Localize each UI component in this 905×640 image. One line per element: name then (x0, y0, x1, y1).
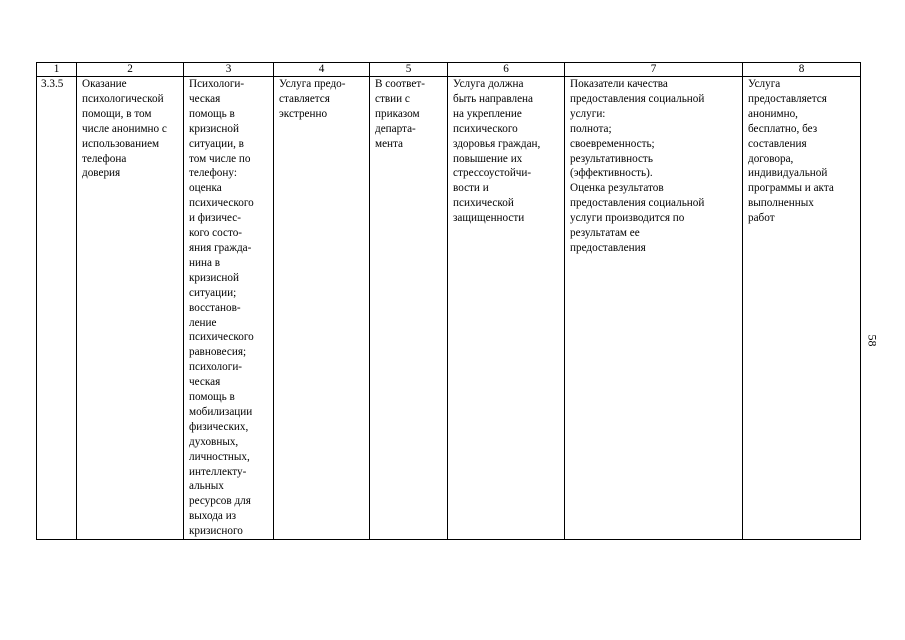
column-header-4: 4 (274, 63, 370, 77)
column-header-2: 2 (77, 63, 184, 77)
column-header-3: 3 (184, 63, 274, 77)
header-row (37, 63, 861, 77)
service-table (36, 62, 861, 540)
service-name-cell: Оказание психологической помощи, в том числе анонимно с использованием телефона доверия (77, 77, 184, 540)
provision-conditions-cell: Услуга предоставляется анонимно, бесплатно, без составления договора, индивидуальной программы и акта выполненных работ (743, 77, 861, 540)
table-row (37, 77, 861, 540)
column-header-6: 6 (448, 63, 565, 77)
column-header-7: 7 (565, 63, 743, 77)
service-content-cell: Психологи- ческая помощь в кризисной ситуации, в том числе по телефону: оценка психического и физичес- кого состо- яния гражда- нина в кризисной ситуации; восстанов- ление психического равновесия; психологи- ческая помощь в мобилизации физических, духовных, личностных, интеллекту- альных ресурсов для выхода из кризисного (184, 77, 274, 540)
page-number: 58 (865, 334, 880, 347)
row-number-cell: 3.3.5 (37, 77, 77, 540)
per-capita-norm-cell: В соответ- ствии с приказом департа- мента (370, 77, 448, 540)
quality-indicators-cell: Показатели качества предоставления социальной услуги: полнота; своевременность; результативность (эффективность). Оценка результатов предоставления социальной услуги производится по результатам ее предоставления (565, 77, 743, 540)
service-goal-cell: Услуга должна быть направлена на укрепление психического здоровья граждан, повышение их стрессоустойчи- вости и психической защищенности (448, 77, 565, 540)
service-timing-cell: Услуга предо- ставляется экстренно (274, 77, 370, 540)
column-header-5: 5 (370, 63, 448, 77)
column-header-1: 1 (37, 63, 77, 77)
column-header-8: 8 (743, 63, 861, 77)
